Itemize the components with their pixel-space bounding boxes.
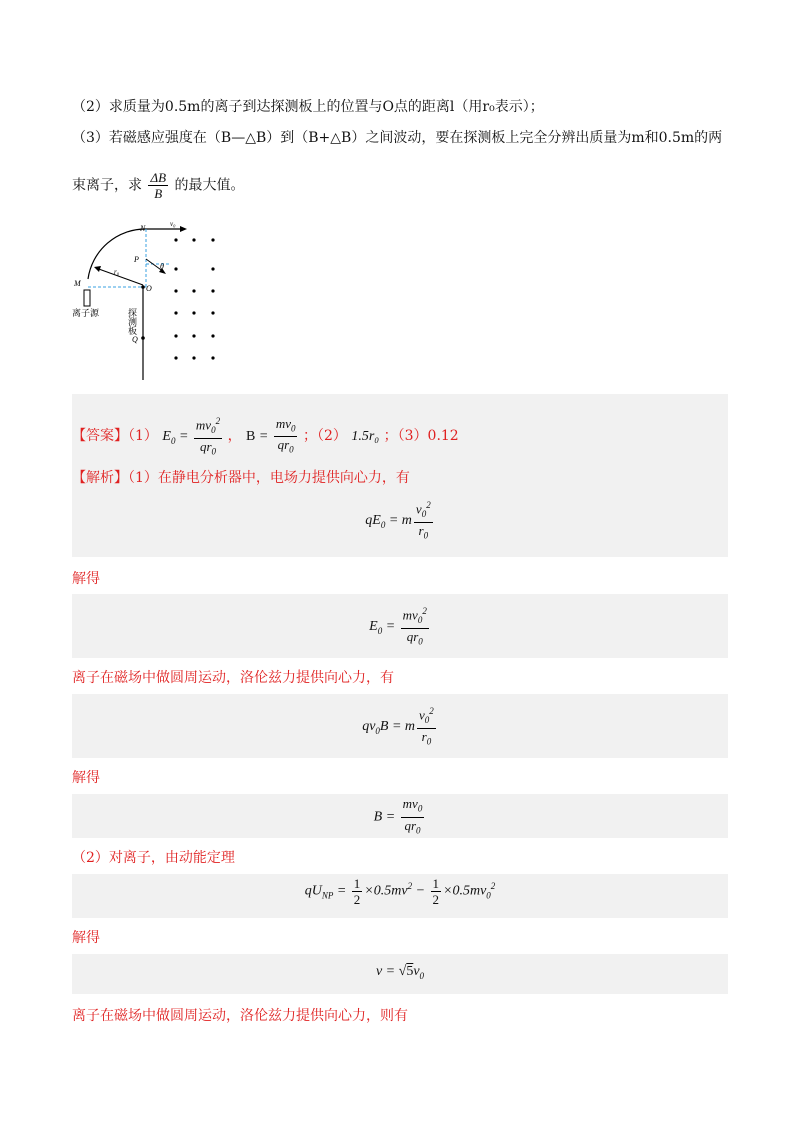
solve-label-2: 解得: [72, 770, 100, 786]
equation-box-b: [72, 794, 728, 838]
equation-box-lorentz: [72, 694, 728, 758]
question-3-line2: [72, 170, 244, 201]
label-r0: r₀: [114, 268, 120, 276]
fraction-numerator: ΔB: [150, 170, 167, 185]
radius-arrow: [94, 266, 101, 272]
label-detector: 探测板: [126, 308, 136, 335]
equation-electric-force: $qE_0 = m$ $\frac{v_0^2}{r_0}$: [365, 500, 431, 541]
label-n: N: [140, 224, 146, 233]
ion-source-box: [84, 290, 90, 306]
label-theta: θ: [160, 262, 164, 271]
answer-box: [72, 394, 728, 557]
solve-label-1: 解得: [72, 571, 100, 587]
magnet-text-2: 离子在磁场中做圆周运动，洛伦兹力提供向心力，则有: [72, 1008, 408, 1024]
question-2: （2）求质量为0.5m的离子到达探测板上的位置与O点的距离l（用r₀表示）；: [72, 99, 544, 115]
label-ion-source: 离子源: [72, 309, 100, 319]
radius-line: [96, 268, 143, 285]
question-3-fraction: [148, 170, 168, 201]
label-p: P: [134, 255, 139, 264]
equation-box-energy: [72, 874, 728, 918]
analysis-intro: （1）在静电分析器中，电场力提供向心力，有: [128, 470, 410, 486]
answer-line: [72, 414, 459, 460]
analysis-line: [72, 468, 410, 488]
label-v0: v₀: [170, 220, 176, 228]
question-3-text-post: 的最大值。: [174, 177, 245, 194]
question-3-line1: （3）若磁感应强度在（B—△B）到（B+△B）之间波动，要在探测板上完全分辨出质量为m和0.5m的两: [72, 130, 723, 146]
question-3-text-pre: 束离子，求: [72, 177, 142, 194]
answer-tag: 【答案】: [72, 427, 128, 444]
equation-e0: $E_0$ = $\frac{mv_0^2}{qr_0}$: [369, 606, 427, 647]
answer-formula-e0: $E_0$ = $\frac{mv_0^2}{qr_0}$: [162, 416, 221, 457]
solve-label-3: 解得: [72, 930, 100, 946]
equation-v: $v = √5v_0$: [375, 964, 425, 981]
equation-b: B = $\frac{mv_0}{qr_0}$: [373, 796, 423, 836]
part-2-heading: （2）对离子，由动能定理: [72, 850, 235, 866]
label-q: Q: [132, 335, 138, 344]
velocity-arrow: [180, 226, 187, 232]
physics-diagram: [70, 212, 250, 382]
equation-lorentz: $qv_0B = m$ $\frac{v_0^2}{r_0}$: [362, 706, 434, 747]
equation-box-v: [72, 954, 728, 994]
analysis-tag: 【解析】: [72, 470, 128, 486]
answer-part2: ；（2）: [302, 427, 347, 444]
equation-energy: $qU_{NP}$ = $\frac{1}{2}$ $\times 0.5mv^2$ − $\frac{1}{2}$ $\times 0.5mv_0^2$: [304, 876, 496, 907]
magnetic-field-dots: [174, 238, 214, 359]
point-q: [141, 336, 145, 340]
point-o: [141, 285, 145, 289]
answer-part3: ；（3）0.12: [383, 427, 459, 444]
equation-box-e0: [72, 594, 728, 658]
answer-sep: ，: [227, 427, 242, 444]
answer-part2-value: 1.5r₀: [351, 428, 380, 444]
label-o: O: [146, 284, 152, 293]
magnet-text-1: 离子在磁场中做圆周运动，洛伦兹力提供向心力，有: [72, 670, 394, 686]
answer-part1: （1）: [128, 427, 158, 444]
label-m: M: [74, 279, 81, 288]
answer-formula-b: B = $\frac{mv_0}{qr_0}$: [246, 415, 296, 455]
fraction-denominator: B: [154, 186, 163, 201]
